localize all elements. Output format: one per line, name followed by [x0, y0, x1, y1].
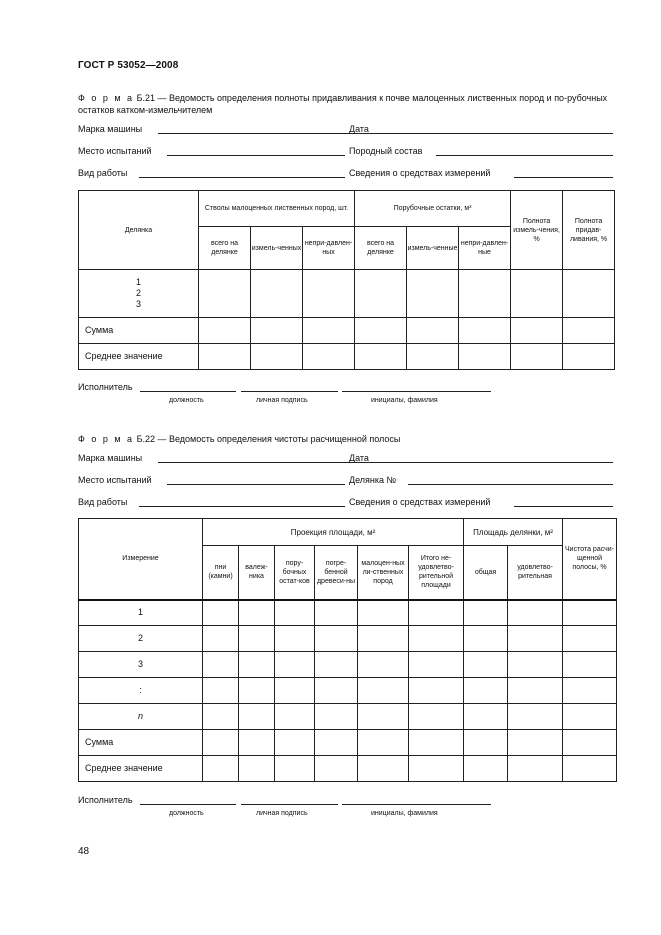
- data-cell[interactable]: [563, 652, 617, 678]
- form-22-title-text: Б.22 — Ведомость определения чистоты расчищенной полосы: [134, 434, 401, 444]
- data-cell[interactable]: [203, 756, 239, 782]
- data-cell[interactable]: [275, 652, 315, 678]
- data-cell[interactable]: [358, 600, 409, 626]
- data-cell[interactable]: [315, 730, 358, 756]
- data-cell[interactable]: [508, 756, 563, 782]
- instruments-line[interactable]: [514, 506, 613, 507]
- place-line[interactable]: [167, 155, 345, 156]
- row-number: n: [79, 704, 203, 730]
- data-cell[interactable]: [355, 318, 407, 344]
- form-21-table: [78, 190, 615, 370]
- date-line[interactable]: [380, 462, 613, 463]
- data-cell[interactable]: [511, 318, 563, 344]
- place-line[interactable]: [167, 484, 345, 485]
- document-header: ГОСТ Р 53052—2008: [78, 60, 179, 71]
- sub-common: общая: [464, 546, 508, 600]
- data-cell[interactable]: [251, 270, 303, 318]
- data-cell[interactable]: [315, 756, 358, 782]
- data-cell[interactable]: [199, 318, 251, 344]
- data-cell[interactable]: [409, 730, 464, 756]
- form-22-prefix: Ф о р м а: [78, 434, 135, 444]
- data-cell[interactable]: [459, 344, 511, 370]
- data-cell[interactable]: [275, 704, 315, 730]
- caption-name: инициалы, фамилия: [371, 810, 438, 817]
- data-cell[interactable]: [563, 730, 617, 756]
- data-cell[interactable]: [563, 600, 617, 626]
- sub-chopped-residues: измель-ченные: [407, 227, 459, 270]
- data-cell[interactable]: [508, 600, 563, 626]
- group-residues-header: Порубочные остатки, м³: [355, 191, 511, 227]
- group-projection-header: Проекция площади, м²: [203, 519, 464, 546]
- table-row: [79, 756, 617, 782]
- page-number: 48: [78, 846, 90, 857]
- place-label: Место испытаний: [78, 146, 152, 156]
- data-cell[interactable]: [464, 730, 508, 756]
- brand-label: Марка машины: [78, 453, 143, 463]
- sub-satisf: удовлетво-рительная: [508, 546, 563, 600]
- col-completeness-chop: Полнота измель-чения, %: [511, 191, 563, 270]
- col-plot-header: Делянка: [79, 191, 199, 270]
- data-cell[interactable]: [464, 756, 508, 782]
- instruments-label: Сведения о средствах измерений: [349, 168, 491, 178]
- table-row: [79, 270, 615, 318]
- caption-name: инициалы, фамилия: [371, 397, 438, 404]
- position-line[interactable]: [140, 391, 236, 392]
- form-22-field-row-1: [78, 452, 614, 464]
- data-cell[interactable]: [464, 652, 508, 678]
- data-cell[interactable]: [409, 652, 464, 678]
- sub-stumps: пни (камни): [203, 546, 239, 600]
- data-cell[interactable]: [464, 704, 508, 730]
- form-21-title: [78, 92, 618, 116]
- data-cell[interactable]: [303, 270, 355, 318]
- sub-unpressed-residues: непри-давлен-ные: [459, 227, 511, 270]
- sub-residues: пору-бочных остат-ков: [275, 546, 315, 600]
- data-cell[interactable]: [409, 600, 464, 626]
- data-cell[interactable]: [563, 270, 615, 318]
- data-cell[interactable]: [407, 270, 459, 318]
- form-22-field-row-3: [78, 496, 614, 508]
- data-cell[interactable]: [275, 600, 315, 626]
- data-cell[interactable]: [239, 626, 275, 652]
- data-cell[interactable]: [239, 704, 275, 730]
- form-21-signature: [78, 381, 498, 393]
- data-cell[interactable]: [358, 730, 409, 756]
- stand-label: Породный состав: [349, 146, 423, 156]
- data-cell[interactable]: [239, 730, 275, 756]
- form-21-field-row-3: [78, 167, 614, 179]
- row-number: 1: [135, 277, 141, 287]
- row-number: 1: [79, 600, 203, 626]
- data-cell[interactable]: [358, 626, 409, 652]
- data-cell[interactable]: [315, 652, 358, 678]
- stand-line[interactable]: [436, 155, 613, 156]
- table-row: [79, 600, 617, 626]
- form-22-table: [78, 518, 617, 782]
- position-line[interactable]: [140, 804, 236, 805]
- data-cell[interactable]: [315, 600, 358, 626]
- caption-sign: личная подпись: [256, 810, 308, 817]
- data-cell[interactable]: [508, 678, 563, 704]
- data-cell[interactable]: [409, 678, 464, 704]
- data-cell[interactable]: [199, 344, 251, 370]
- data-cell[interactable]: [203, 626, 239, 652]
- form-21-title-text: Б.21 — Ведомость определения полноты придавливания к почве малоценных лиственных пород и по-рубочных остатков катком-измельчителем: [78, 93, 608, 115]
- form-21-prefix: Ф о р м а: [78, 93, 135, 103]
- data-cell[interactable]: [203, 678, 239, 704]
- sub-total-stems: всего на делянке: [199, 227, 251, 270]
- table-row: [79, 344, 615, 370]
- data-cell[interactable]: [303, 344, 355, 370]
- brand-label: Марка машины: [78, 124, 143, 134]
- name-line[interactable]: [342, 391, 491, 392]
- table-row: [79, 678, 617, 704]
- form-22-field-row-2: [78, 474, 614, 486]
- signature-label: Исполнитель: [78, 795, 133, 805]
- work-line[interactable]: [139, 506, 345, 507]
- sign-line[interactable]: [241, 391, 338, 392]
- plot-label: Делянка №: [349, 475, 397, 485]
- data-cell[interactable]: [275, 626, 315, 652]
- table-row: [79, 730, 617, 756]
- data-cell[interactable]: [203, 704, 239, 730]
- data-cell[interactable]: [315, 678, 358, 704]
- sub-chopped-stems: измель-ченных: [251, 227, 303, 270]
- data-cell[interactable]: [508, 652, 563, 678]
- table-row: [79, 652, 617, 678]
- row-sum-label: Сумма: [79, 318, 199, 344]
- col-completeness-press: Полнота придав-ливания, %: [563, 191, 615, 270]
- data-cell[interactable]: [508, 730, 563, 756]
- row-avg-label: Среднее значение: [79, 344, 199, 370]
- work-label: Вид работы: [78, 168, 128, 178]
- row-numbers-cell: [79, 270, 199, 318]
- signature-label: Исполнитель: [78, 382, 133, 392]
- data-cell[interactable]: [464, 626, 508, 652]
- data-cell[interactable]: [409, 756, 464, 782]
- form-22-title: [78, 433, 618, 445]
- data-cell[interactable]: [464, 678, 508, 704]
- data-cell[interactable]: [355, 270, 407, 318]
- form-21-field-row-2: [78, 145, 614, 157]
- caption-position: должность: [169, 397, 204, 404]
- data-cell[interactable]: [358, 652, 409, 678]
- data-cell[interactable]: [409, 626, 464, 652]
- sub-lowvalue: малоцен-ных ли-ственных пород: [358, 546, 409, 600]
- data-cell[interactable]: [315, 704, 358, 730]
- row-number: 3: [79, 652, 203, 678]
- col-cleanliness: Чистота расчи-щенной полосы, %: [563, 519, 617, 600]
- group-stems-header: Стволы малоценных лиственных пород, шт.: [199, 191, 355, 227]
- data-cell[interactable]: [563, 318, 615, 344]
- sub-unpressed-stems: непри-давлен-ных: [303, 227, 355, 270]
- data-cell[interactable]: [251, 344, 303, 370]
- data-cell[interactable]: [563, 344, 615, 370]
- data-cell[interactable]: [239, 600, 275, 626]
- sign-line[interactable]: [241, 804, 338, 805]
- data-cell[interactable]: [563, 704, 617, 730]
- data-cell[interactable]: [251, 318, 303, 344]
- table-row: [79, 318, 615, 344]
- row-number: 2: [79, 626, 203, 652]
- date-label: Дата: [349, 453, 369, 463]
- data-cell[interactable]: [303, 318, 355, 344]
- data-cell[interactable]: [508, 704, 563, 730]
- place-label: Место испытаний: [78, 475, 152, 485]
- sub-fallen: валеж-ника: [239, 546, 275, 600]
- date-line[interactable]: [380, 133, 613, 134]
- form-22-signature: [78, 794, 498, 806]
- data-cell[interactable]: [464, 600, 508, 626]
- data-cell[interactable]: [511, 344, 563, 370]
- data-cell[interactable]: [563, 678, 617, 704]
- data-cell[interactable]: [275, 678, 315, 704]
- plot-line[interactable]: [408, 484, 613, 485]
- row-number: 2: [135, 288, 141, 298]
- data-cell[interactable]: [239, 652, 275, 678]
- work-label: Вид работы: [78, 497, 128, 507]
- data-cell[interactable]: [358, 756, 409, 782]
- group-plot-area-header: Площадь делянки, м²: [464, 519, 563, 546]
- table-row: [79, 626, 617, 652]
- data-cell[interactable]: [459, 318, 511, 344]
- data-cell[interactable]: [199, 270, 251, 318]
- instruments-label: Сведения о средствах измерений: [349, 497, 491, 507]
- data-cell[interactable]: [563, 756, 617, 782]
- data-cell[interactable]: [203, 730, 239, 756]
- table-row: [79, 704, 617, 730]
- data-cell[interactable]: [315, 626, 358, 652]
- data-cell[interactable]: [355, 344, 407, 370]
- data-cell[interactable]: [407, 344, 459, 370]
- sub-total-residues: всего на делянке: [355, 227, 407, 270]
- caption-sign: личная подпись: [256, 397, 308, 404]
- data-cell[interactable]: [203, 652, 239, 678]
- row-avg-label: Среднее значение: [79, 756, 203, 782]
- data-cell[interactable]: [239, 756, 275, 782]
- data-cell[interactable]: [203, 600, 239, 626]
- data-cell[interactable]: [409, 704, 464, 730]
- col-measure-header: Измерение: [79, 519, 203, 600]
- work-line[interactable]: [139, 177, 345, 178]
- sub-buried: погре-бенной древеси-ны: [315, 546, 358, 600]
- data-cell[interactable]: [358, 704, 409, 730]
- name-line[interactable]: [342, 804, 491, 805]
- data-cell[interactable]: [407, 318, 459, 344]
- data-cell[interactable]: [239, 678, 275, 704]
- data-cell[interactable]: [275, 756, 315, 782]
- form-21-field-row-1: [78, 123, 614, 135]
- data-cell[interactable]: [459, 270, 511, 318]
- row-sum-label: Сумма: [79, 730, 203, 756]
- date-label: Дата: [349, 124, 369, 134]
- data-cell[interactable]: [511, 270, 563, 318]
- data-cell[interactable]: [275, 730, 315, 756]
- caption-position: должность: [169, 810, 204, 817]
- data-cell[interactable]: [358, 678, 409, 704]
- data-cell[interactable]: [563, 626, 617, 652]
- row-number: :: [79, 678, 203, 704]
- sub-unsatisf: Итого не-удовлетво-рительной площади: [409, 546, 464, 600]
- data-cell[interactable]: [508, 626, 563, 652]
- instruments-line[interactable]: [514, 177, 613, 178]
- row-number: 3: [135, 299, 141, 309]
